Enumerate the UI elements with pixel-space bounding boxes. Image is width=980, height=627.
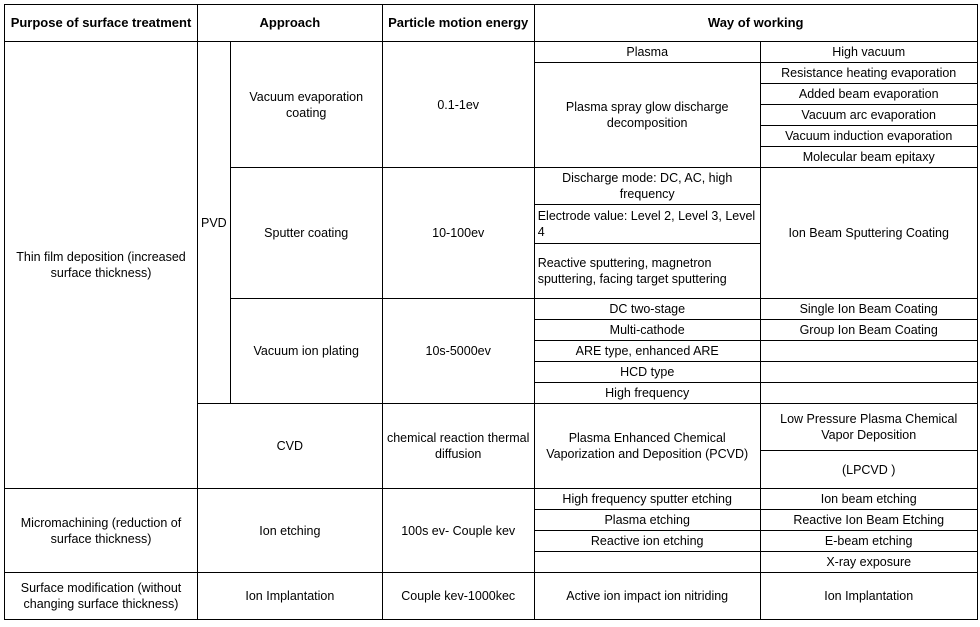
pvd-label: PVD (198, 42, 231, 404)
table-row (5, 573, 978, 620)
energy-sputter: 10-100ev (382, 168, 534, 299)
method-plasma-spray: Plasma spray glow discharge decomposition (534, 63, 760, 168)
approach-ion-plating: Vacuum ion plating (230, 299, 382, 404)
method-ion-beam-sputtering: Ion Beam Sputtering Coating (760, 168, 977, 299)
method-are-type: ARE type, enhanced ARE (534, 341, 760, 362)
header-way: Way of working (534, 5, 977, 42)
method-high-vacuum: High vacuum (760, 42, 977, 63)
surface-treatment-table (4, 4, 978, 620)
method-high-frequency: High frequency (534, 383, 760, 404)
method-ion-implantation: Ion Implantation (760, 573, 977, 620)
purpose-thin-film: Thin film deposition (increased surface thickness) (5, 42, 198, 489)
approach-cvd: CVD (198, 404, 383, 489)
method-single-ion-beam: Single Ion Beam Coating (760, 299, 977, 320)
table-row (5, 42, 978, 63)
empty-cell (760, 341, 977, 362)
method-vacuum-induction: Vacuum induction evaporation (760, 126, 977, 147)
purpose-micromachining: Micromachining (reduction of surface thickness) (5, 489, 198, 573)
method-vacuum-arc: Vacuum arc evaporation (760, 105, 977, 126)
approach-ion-implantation: Ion Implantation (198, 573, 383, 620)
energy-ion-implantation: Couple kev-1000kec (382, 573, 534, 620)
header-row (5, 5, 978, 42)
header-energy: Particle motion energy (382, 5, 534, 42)
method-lpcvd: (LPCVD ) (760, 451, 977, 489)
purpose-surface-modification: Surface modification (without changing surface thickness) (5, 573, 198, 620)
method-reactive-sputtering: Reactive sputtering, magnetron sputtering, facing target sputtering (534, 244, 760, 299)
method-reactive-ion-beam-etching: Reactive Ion Beam Etching (760, 510, 977, 531)
energy-cvd: chemical reaction thermal diffusion (382, 404, 534, 489)
header-approach: Approach (198, 5, 383, 42)
empty-cell (760, 383, 977, 404)
approach-vacuum-evaporation: Vacuum evaporation coating (230, 42, 382, 168)
method-lppcvd: Low Pressure Plasma Chemical Vapor Deposition (760, 404, 977, 451)
method-reactive-ion-etching: Reactive ion etching (534, 531, 760, 552)
method-pcvd: Plasma Enhanced Chemical Vaporization and Deposition (PCVD) (534, 404, 760, 489)
table-row (5, 489, 978, 510)
method-discharge-mode: Discharge mode: DC, AC, high frequency (534, 168, 760, 205)
method-plasma-etching: Plasma etching (534, 510, 760, 531)
empty-cell (534, 552, 760, 573)
approach-ion-etching: Ion etching (198, 489, 383, 573)
energy-vacuum-evaporation: 0.1-1ev (382, 42, 534, 168)
method-plasma: Plasma (534, 42, 760, 63)
energy-ion-etching: 100s ev- Couple kev (382, 489, 534, 573)
method-active-ion-impact: Active ion impact ion nitriding (534, 573, 760, 620)
method-electrode-value: Electrode value: Level 2, Level 3, Level 4 (534, 205, 760, 244)
method-hf-sputter-etching: High frequency sputter etching (534, 489, 760, 510)
method-x-ray-exposure: X-ray exposure (760, 552, 977, 573)
method-hcd-type: HCD type (534, 362, 760, 383)
empty-cell (760, 362, 977, 383)
method-e-beam-etching: E-beam etching (760, 531, 977, 552)
header-purpose: Purpose of surface treatment (5, 5, 198, 42)
method-group-ion-beam: Group Ion Beam Coating (760, 320, 977, 341)
method-resistance-heating: Resistance heating evaporation (760, 63, 977, 84)
method-added-beam: Added beam evaporation (760, 84, 977, 105)
energy-ion-plating: 10s-5000ev (382, 299, 534, 404)
method-molecular-beam: Molecular beam epitaxy (760, 147, 977, 168)
method-ion-beam-etching: Ion beam etching (760, 489, 977, 510)
method-dc-two-stage: DC two-stage (534, 299, 760, 320)
method-multi-cathode: Multi-cathode (534, 320, 760, 341)
approach-sputter: Sputter coating (230, 168, 382, 299)
